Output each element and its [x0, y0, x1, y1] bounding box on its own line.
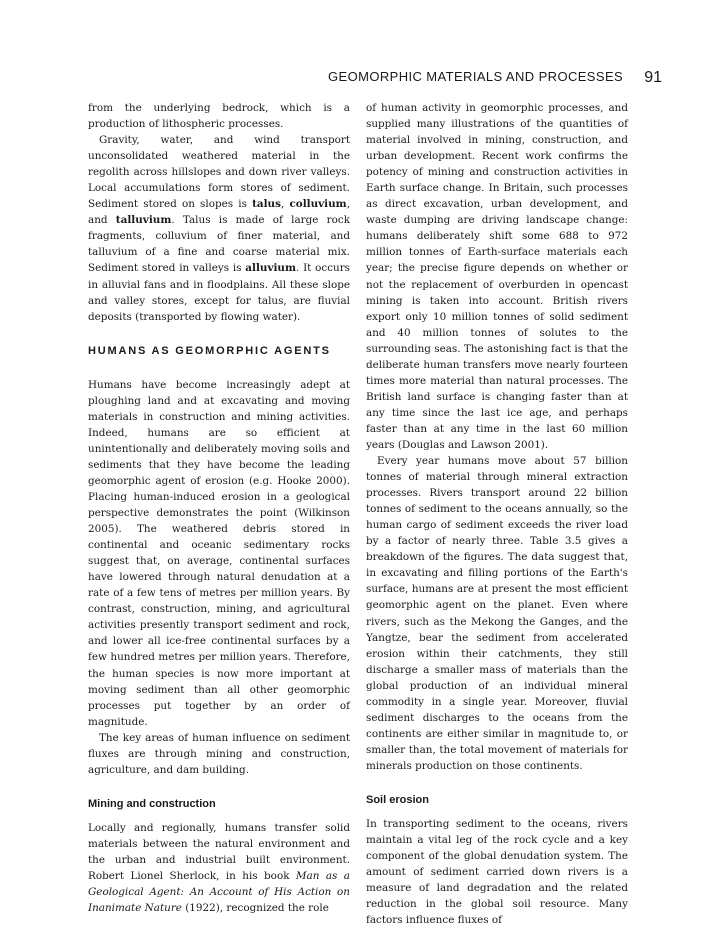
section-heading: HUMANS AS GEOMORPHIC AGENTS: [88, 344, 331, 357]
running-title: GEOMORPHIC MATERIALS AND PROCESSES: [328, 69, 624, 84]
paragraph: [88, 132, 350, 325]
paragraph: [366, 100, 628, 453]
term-colluvium: colluvium: [289, 198, 347, 211]
paragraph: [88, 730, 350, 778]
right-column: [366, 100, 628, 928]
paragraph: [88, 820, 350, 916]
paragraph-text: The key areas of human influence on sediment fluxes are through mining and construction, agriculture, and dam building.: [88, 731, 350, 776]
paragraph-text: Every year humans move about 57 billion tonnes of material through mineral extraction processes. Rivers transport around 22 billion tonnes of sediment to the oceans annually, so the human cargo of sediment exceeds the river load by a factor of nearly three. Table 3.5 gives a breakdown of the figures. The data suggest that, in excavating and filling portions of the Earth's surface, humans are at present the most efficient geomorphic agent on the planet. Even where rivers, such as the Mekong the Ganges, and the Yangtze, bear the sediment from accelerated erosion within their catchments, they still discharge a smaller mass of materials than the global production of an individual mineral commodity in a single year. Moreover, fluvial sediment discharges to the oceans from the continents are either similar in magnitude to, or smaller than, the total movement of materials for minerals production on those continents.: [366, 455, 628, 772]
paragraph-text: In transporting sediment to the oceans, rivers maintain a vital leg of the rock cycle and a key component of the global denudation system. The amount of sediment carried down rivers is a measure of land degradation and the related reduction in the global soil resource. Many factors influence fluxes of: [366, 817, 628, 927]
subsection-heading: Mining and construction: [88, 797, 216, 810]
paragraph-text: from the underlying bedrock, which is a production of lithospheric processes.: [88, 102, 350, 131]
paragraph-text: . It occurs in alluvial fans and in floodplains. All these slope and valley stores, except for talus, are fluvial deposits (transported by flowing water).: [88, 262, 351, 323]
paragraph-text: . Talus is made of large rock fragments, colluvium of finer material, and talluvium of a fine and coarse material mix. Sediment stored in valleys is: [88, 214, 351, 275]
book-title: Man as a Geological Agent: An Account of His Action on Inanimate Nature: [88, 869, 351, 915]
paragraph-text: (1922), recognized the role: [181, 902, 329, 915]
page-number: 91: [644, 69, 662, 86]
separator: ,: [280, 198, 290, 211]
term-talluvium: talluvium: [115, 214, 172, 227]
paragraph: [366, 453, 628, 774]
running-header: [88, 66, 662, 86]
separator: , and: [88, 198, 350, 227]
term-alluvium: alluvium: [245, 262, 296, 275]
paragraph-text: Gravity, water, and wind transport unconsolidated weathered material in the regolith across hillslopes and down river valleys. Local accumulations form stores of sediment. Sediment stored on slopes is: [88, 134, 350, 211]
paragraph: [88, 377, 350, 730]
paragraph-text: of human activity in geomorphic processes, and supplied many illustrations of the quantities of material involved in mining, construction, and urban development. Recent work confirms the potency of mining and construction activities in Earth surface change. In Britain, such processes as direct excavation, urban development, and waste dumping are driving landscape change: humans deliberately shift some 688 to 972 million tonnes of Earth-surface materials each year; the precise figure depends on whether or not the replacement of overburden in opencast mining is taken into account. British rivers export only 10 million tonnes of solid sediment and 40 million tonnes of solutes to the surrounding seas. The astonishing fact is that the deliberate human transfers move nearly fourteen times more material than natural processes. The British land surface is changing faster than at any time since the last ice age, and perhaps faster than at any time in the last 60 million years (Douglas and Lawson 2001).: [366, 102, 628, 451]
subsection-heading: Soil erosion: [366, 793, 429, 806]
left-column: [88, 100, 350, 916]
paragraph-text: Locally and regionally, humans transfer solid materials between the natural environment and the urban and industrial built environment. Robert Lionel Sherlock, in his book: [88, 821, 350, 882]
paragraph: [366, 816, 628, 928]
paragraph: [88, 100, 350, 132]
paragraph-text: Humans have become increasingly adept at ploughing land and at excavating and moving materials in construction and mining activities. Indeed, humans are so efficient at unintentionally and deliberately moving soils and sediments that they have become the leading geomorphic agent of erosion (e.g. Hooke 2000). Placing human-induced erosion in a geological perspective demonstrates the point (Wilkinson 2005). The weathered debris stored in continental and oceanic sedimentary rocks suggest that, on average, continental surfaces have lowered through natural denudation at a rate of a few tens of metres per million years. By contrast, construction, mining, and agricultural activities presently transport sediment and rock, and lower all ice-free continental surfaces by a few hundred metres per million years. Therefore, the human species is now more important at moving sediment than all other geomorphic processes put together by an order of magnitude.: [88, 378, 350, 728]
term-talus: talus: [252, 198, 281, 211]
